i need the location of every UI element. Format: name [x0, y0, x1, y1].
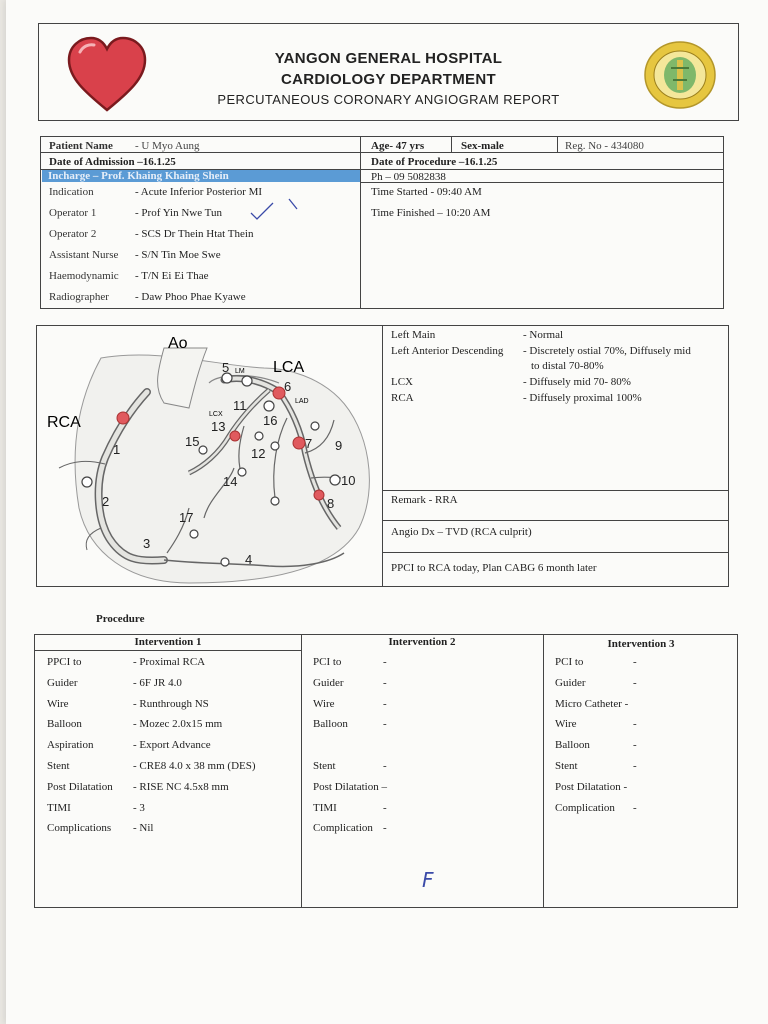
lcx-value: - Diffusely mid 70- 80% [523, 376, 631, 388]
left-main-value: - Normal [523, 329, 564, 341]
patient-info-box [40, 136, 724, 309]
procedure-row [313, 676, 387, 689]
label-lad: LAD [295, 398, 309, 405]
procedure-field-value: - 6F JR 4.0 [133, 676, 182, 689]
procedure-field-label: Wire [313, 697, 335, 710]
radiographer-row: Radiographer - Daw Phoo Phae Kyawe [49, 291, 246, 303]
procedure-field-label: TIMI [313, 801, 337, 814]
procedure-field-label: Post Dilatation – [313, 780, 387, 793]
sex-value: Sex-male [461, 140, 504, 152]
segment-3: 3 [143, 536, 151, 551]
segment-4: 4 [245, 552, 253, 567]
procedure-row [47, 780, 229, 793]
label-lm: LM [235, 368, 245, 375]
handwritten-tick-mark [249, 197, 309, 223]
diagram-findings-box [36, 325, 729, 587]
operator1-row: Operator 1 - Prof Yin Nwe Tun [49, 207, 222, 219]
incharge-bar: Incharge – Prof. Khaing Khaing Shein [42, 170, 360, 182]
procedure-field-value: - Runthrough NS [133, 697, 209, 710]
segment-7: 7 [305, 436, 313, 451]
segment-10: 10 [341, 473, 356, 488]
procedure-field-value: - [633, 676, 637, 689]
operator2-row: Operator 2 - SCS Dr Thein Htat Thein [49, 228, 254, 240]
segment-8: 8 [327, 496, 335, 511]
lad-value: - Discretely ostial 70%, Diffusely mid [523, 345, 691, 357]
reg-number: Reg. No - 434080 [565, 140, 644, 152]
rca-value: - Diffusely proximal 100% [523, 392, 642, 404]
procedure-heading: Procedure [96, 613, 145, 625]
procedure-field-label: Balloon [47, 718, 82, 731]
phone-number: Ph – 09 5082838 [371, 171, 446, 183]
left-main-label: Left Main [391, 329, 436, 341]
procedure-field-value: - [633, 656, 637, 668]
procedure-row [555, 676, 637, 689]
procedure-row [555, 718, 637, 731]
procedure-field-label: Stent [313, 760, 336, 772]
segment-12: 12 [251, 446, 266, 461]
procedure-field-label: Balloon [313, 718, 348, 731]
procedure-field-value: - 3 [133, 801, 145, 814]
handwritten-f-mark: F [422, 868, 434, 892]
department-name: CARDIOLOGY DEPARTMENT [281, 71, 496, 88]
procedure-field-label: Stent [47, 760, 70, 772]
procedure-field-label: Aspiration [47, 739, 94, 752]
lad-value-continued: to distal 70-80% [531, 360, 604, 372]
procedure-field-value: - Nil [133, 822, 154, 835]
procedure-field-value: - [383, 697, 387, 710]
procedure-row [313, 760, 387, 772]
procedure-field-value: - [633, 718, 637, 731]
procedure-row [47, 801, 145, 814]
procedure-field-label: Wire [555, 718, 577, 731]
procedure-field-value: - [383, 822, 387, 835]
nurse-row: Assistant Nurse - S/N Tin Moe Swe [49, 249, 221, 261]
procedure-row [313, 781, 387, 793]
ministry-seal-logo [643, 40, 717, 110]
procedure-field-value: - Proximal RCA [133, 656, 206, 668]
segment-13: 13 [211, 419, 226, 434]
lad-label: Left Anterior Descending [391, 345, 504, 357]
procedure-row [313, 718, 387, 731]
segment-6: 6 [284, 379, 292, 394]
procedure-field-label: Wire [47, 697, 69, 710]
procedure-field-label: Post Dilatation [47, 780, 113, 793]
segment-14: 14 [223, 474, 238, 489]
label-ao: Ao [168, 335, 188, 352]
procedure-row [313, 822, 387, 835]
report-title: PERCUTANEOUS CORONARY ANGIOGRAM REPORT [217, 92, 560, 107]
label-rca: RCA [47, 414, 81, 431]
procedure-field-value: - Mozec 2.0x15 mm [133, 718, 223, 731]
lcx-label: LCX [391, 376, 413, 388]
procedure-row [555, 656, 637, 668]
segment-1: 1 [113, 442, 121, 457]
procedure-date: Date of Procedure –16.1.25 [371, 156, 498, 168]
rca-label: RCA [391, 392, 414, 404]
procedure-field-value: - RISE NC 4.5x8 mm [133, 780, 229, 793]
remark: Remark - RRA [391, 494, 458, 506]
procedure-field-value: - [633, 739, 637, 752]
haemodynamic-row: Haemodynamic - T/N Ei Ei Thae [49, 270, 209, 282]
procedure-field-value: - [633, 801, 637, 814]
procedure-field-label: Complications [47, 822, 112, 835]
indication-value: - Acute Inferior Posterior MI [135, 186, 263, 198]
intervention-3-title: Intervention 3 [607, 638, 675, 650]
procedure-field-label: PCI to [313, 656, 342, 668]
label-lca: LCA [273, 359, 305, 376]
segment-9: 9 [335, 438, 343, 453]
patient-name-value: - U Myo Aung [135, 140, 200, 152]
procedure-field-label: Complication [313, 822, 373, 835]
time-started: Time Started - 09:40 AM [371, 186, 482, 198]
procedure-field-label: Stent [555, 760, 578, 772]
procedure-field-value: - CRE8 4.0 x 38 mm (DES) [133, 760, 256, 772]
operator2-value: - SCS Dr Thein Htat Thein [135, 228, 254, 240]
angio-diagnosis: Angio Dx – TVD (RCA culprit) [391, 526, 532, 538]
header-box [38, 23, 739, 121]
procedure-row [555, 781, 627, 793]
procedure-row [47, 718, 223, 731]
indication-row: Indication - Acute Inferior Posterior MI [49, 186, 263, 198]
procedure-row [555, 801, 637, 814]
procedure-row [555, 760, 637, 772]
procedure-row [313, 697, 387, 710]
procedure-field-label: Post Dilatation - [555, 780, 628, 793]
procedure-field-value: - [383, 760, 387, 772]
time-finished: Time Finished – 10:20 AM [371, 207, 491, 219]
procedure-field-label: PPCI to [47, 656, 82, 668]
haemodynamic-value: - T/N Ei Ei Thae [135, 270, 209, 282]
procedure-field-label: TIMI [47, 801, 71, 814]
patient-name-row [49, 140, 199, 152]
procedure-field-label: Guider [555, 676, 586, 689]
segment-17: 17 [179, 510, 194, 525]
procedure-field-value: - [383, 676, 387, 689]
intervention-1-title: Intervention 1 [134, 636, 202, 648]
procedure-table [34, 634, 738, 908]
age-value: Age- 47 yrs [371, 140, 425, 152]
procedure-row [47, 656, 206, 668]
nurse-value: - S/N Tin Moe Swe [135, 249, 221, 261]
procedure-row [313, 801, 387, 814]
procedure-row [47, 697, 209, 710]
procedure-row [47, 822, 154, 835]
procedure-field-label: Balloon [555, 739, 590, 752]
treatment-plan: PPCI to RCA today, Plan CABG 6 month later [391, 562, 597, 574]
procedure-field-label: Micro Catheter - [555, 697, 629, 710]
patient-name-label: Patient Name [49, 140, 113, 152]
procedure-field-value: - [383, 656, 387, 668]
procedure-field-label: Complication [555, 801, 615, 814]
procedure-field-value: - [383, 801, 387, 814]
procedure-field-value: - [383, 718, 387, 731]
label-lcx: LCX [209, 411, 223, 418]
procedure-row [555, 739, 637, 752]
segment-11: 11 [233, 398, 247, 413]
intervention-2-title: Intervention 2 [388, 636, 456, 648]
admission-date: Date of Admission –16.1.25 [49, 156, 176, 168]
segment-15: 15 [185, 434, 200, 449]
procedure-field-value: - Export Advance [133, 739, 211, 752]
operator1-value: - Prof Yin Nwe Tun [135, 207, 222, 219]
procedure-field-value: - [633, 760, 637, 772]
segment-5: 5 [222, 360, 230, 375]
procedure-field-label: PCI to [555, 656, 584, 668]
radiographer-value: - Daw Phoo Phae Kyawe [135, 291, 246, 303]
procedure-field-label: Guider [313, 676, 344, 689]
procedure-field-label: Guider [47, 676, 78, 689]
segment-2: 2 [102, 494, 110, 509]
segment-16: 16 [263, 413, 278, 428]
procedure-row [47, 676, 182, 689]
hospital-name: YANGON GENERAL HOSPITAL [274, 50, 503, 67]
procedure-row [313, 656, 387, 668]
coronary-diagram [39, 328, 381, 584]
procedure-row [47, 760, 256, 772]
procedure-row [47, 739, 211, 752]
procedure-row [555, 698, 628, 710]
report-sheet [6, 0, 768, 1024]
